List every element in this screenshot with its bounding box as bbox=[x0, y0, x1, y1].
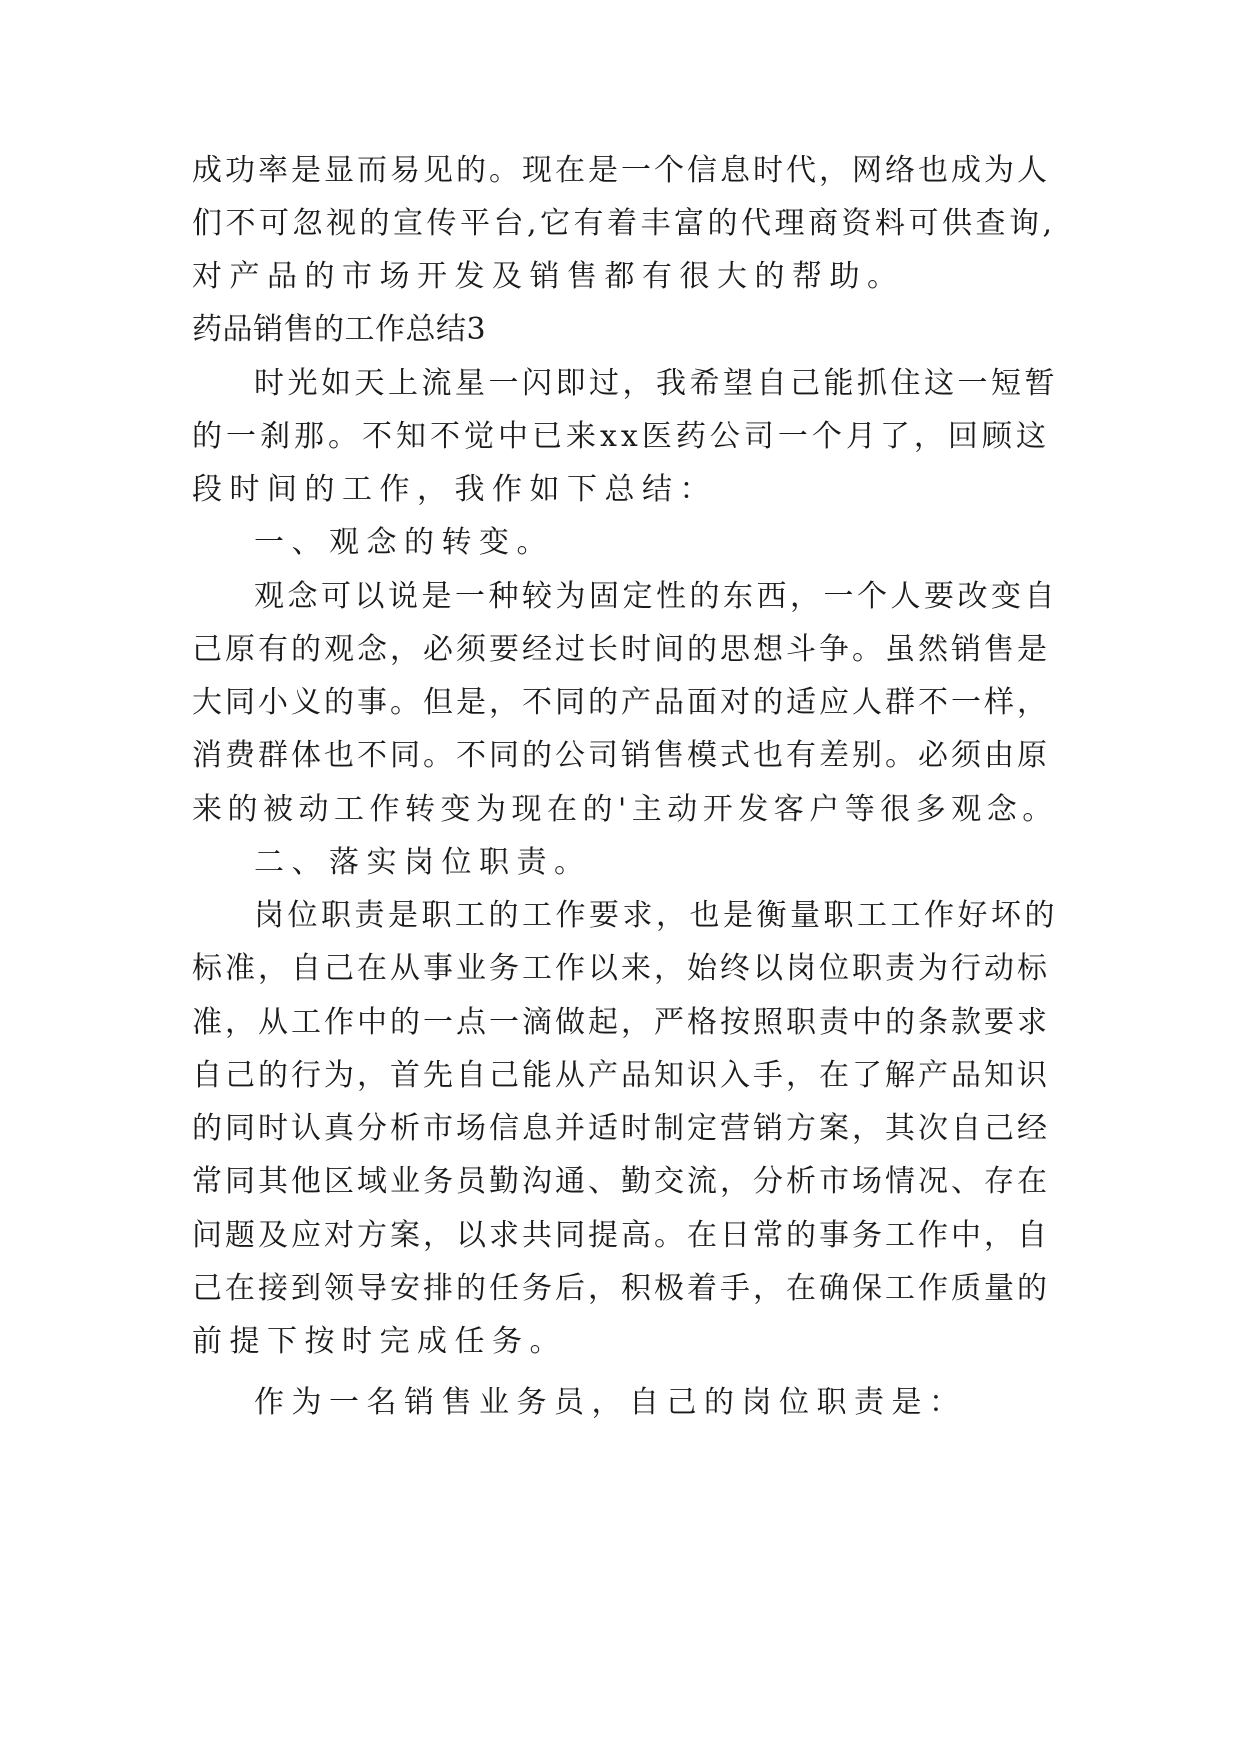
paragraph-line: 来的被动工作转变为现在的'主动开发客户等很多观念。 bbox=[192, 792, 1058, 827]
paragraph-line: 观念可以说是一种较为固定性的东西，一个人要改变自 bbox=[254, 579, 1058, 614]
paragraph-line: 们不可忽视的宣传平台,它有着丰富的代理商资料可供查询, bbox=[192, 206, 1056, 241]
paragraph-line: 大同小义的事。但是，不同的产品面对的适应人群不一样， bbox=[192, 685, 1050, 720]
paragraph-line: 准，从工作中的一点一滴做起，严格按照职责中的条款要求 bbox=[192, 1005, 1050, 1040]
subsection-heading: 二、落实岗位职责。 bbox=[254, 845, 592, 880]
paragraph-line: 己在接到领导安排的任务后，积极着手，在确保工作质量的 bbox=[192, 1271, 1050, 1306]
paragraph-line: 问题及应对方案，以求共同提高。在日常的事务工作中，自 bbox=[192, 1218, 1050, 1253]
section-heading: 药品销售的工作总结3 bbox=[192, 312, 487, 347]
paragraph-line: 时光如天上流星一闪即过，我希望自己能抓住这一短暂 bbox=[254, 366, 1058, 401]
paragraph-line: 岗位职责是职工的工作要求，也是衡量职工工作好坏的 bbox=[254, 898, 1058, 933]
paragraph-line: 消费群体也不同。不同的公司销售模式也有差别。必须由原 bbox=[192, 738, 1050, 773]
paragraph-line: 的同时认真分析市场信息并适时制定营销方案，其次自己经 bbox=[192, 1111, 1050, 1146]
paragraph-line: 标准，自己在从事业务工作以来，始终以岗位职责为行动标 bbox=[192, 951, 1050, 986]
paragraph-line: 的一刹那。不知不觉中已来xx医药公司一个月了，回顾这 bbox=[192, 419, 1050, 454]
paragraph-line: 常同其他区域业务员勤沟通、勤交流，分析市场情况、存在 bbox=[192, 1164, 1050, 1199]
paragraph-line: 作为一名销售业务员，自己的岗位职责是： bbox=[254, 1385, 967, 1420]
paragraph-line: 段时间的工作，我作如下总结： bbox=[192, 472, 717, 507]
paragraph-line: 对产品的市场开发及销售都有很大的帮助。 bbox=[192, 259, 905, 294]
paragraph-line: 前提下按时完成任务。 bbox=[192, 1324, 567, 1359]
subsection-heading: 一、观念的转变。 bbox=[254, 525, 554, 560]
paragraph-line: 自己的行为，首先自己能从产品知识入手，在了解产品知识 bbox=[192, 1058, 1050, 1093]
paragraph-line: 成功率是显而易见的。现在是一个信息时代，网络也成为人 bbox=[192, 153, 1050, 188]
paragraph-line: 己原有的观念，必须要经过长时间的思想斗争。虽然销售是 bbox=[192, 632, 1050, 667]
